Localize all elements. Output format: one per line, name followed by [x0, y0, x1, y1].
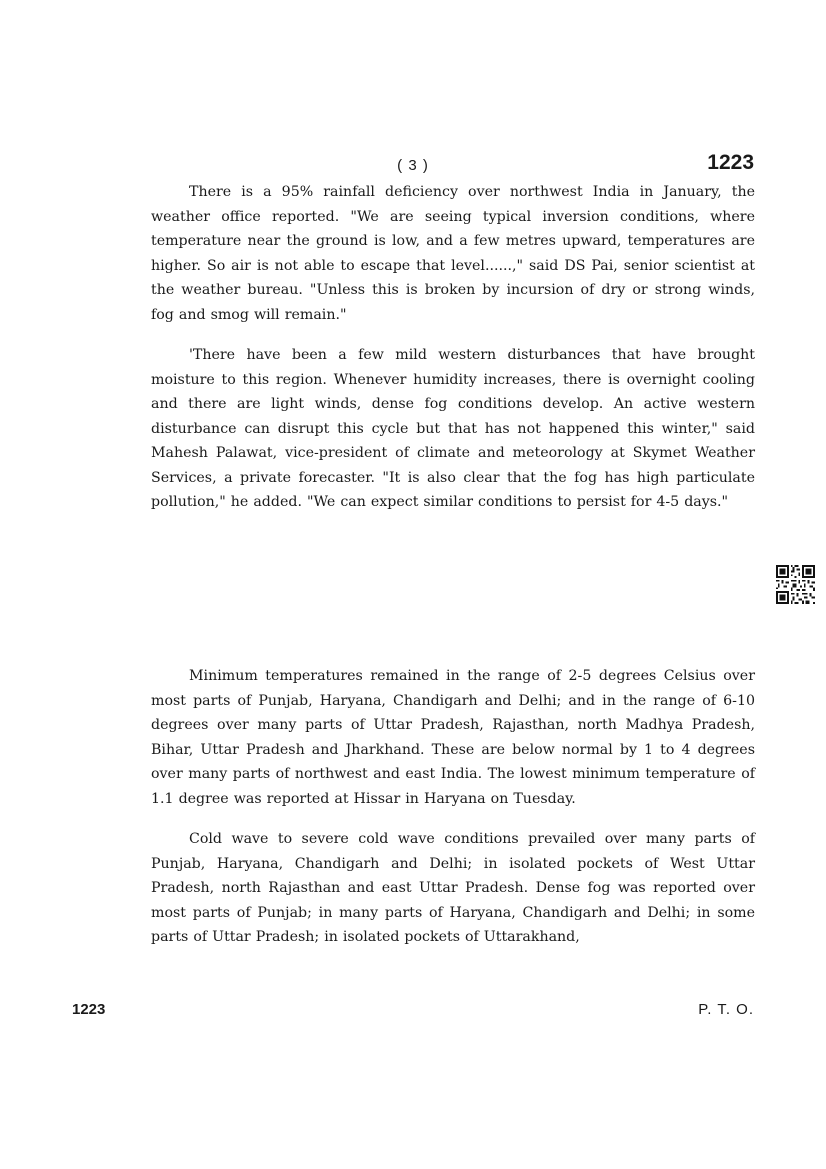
passage-block-top [151, 180, 755, 515]
paper-code-header: 1223 [707, 151, 754, 174]
paragraph-4: Cold wave to severe cold wave conditions prevailed over many parts of Punjab, Haryana, Chandigarh and Delhi; in isolated pockets of West Uttar Pradesh, north Rajasthan and east Uttar Pradesh. Dense fog was reported over most parts of Punjab; in many parts of Haryana, Chandigarh and Delhi; in some parts of Uttar Pradesh; in isolated pockets of Uttarakhand, [151, 831, 755, 945]
page-number: ( 3 ) [397, 157, 429, 174]
paper-code-footer: 1223 [72, 1001, 106, 1018]
qr-code-icon [776, 565, 815, 604]
passage-block-bottom [151, 664, 755, 950]
please-turn-over: P. T. O. [698, 1001, 754, 1018]
paragraph-1: There is a 95% rainfall deficiency over northwest India in January, the weather office reported. "We are seeing typical inversion conditions, where temperature near the ground is low, and a few metres upward, temperatures are higher. So air is not able to escape that level......," said DS Pai, senior scientist at the weather bureau. "Unless this is broken by incursion of dry or strong winds, fog and smog will remain." [151, 184, 755, 323]
paragraph-3: Minimum temperatures remained in the range of 2-5 degrees Celsius over most parts of Punjab, Haryana, Chandigarh and Delhi; and in the range of 6-10 degrees over many parts of Uttar Pradesh, Rajasthan, north Madhya Pradesh, Bihar, Uttar Pradesh and Jharkhand. These are below normal by 1 to 4 degrees over many parts of northwest and east India. The lowest minimum temperature of 1.1 degree was reported at Hissar in Haryana on Tuesday. [151, 668, 755, 807]
paragraph-2: 'There have been a few mild western disturbances that have brought moisture to this region. Whenever humidity increases, there is overnight cooling and there are light winds, dense fog conditions develop. An active western disturbance can disrupt this cycle but that has not happened this winter," said Mahesh Palawat, vice-president of climate and meteorology at Skymet Weather Services, a private forecaster. "It is also clear that the fog has high particulate pollution," he added. "We can expect similar conditions to persist for 4-5 days." [151, 347, 755, 510]
